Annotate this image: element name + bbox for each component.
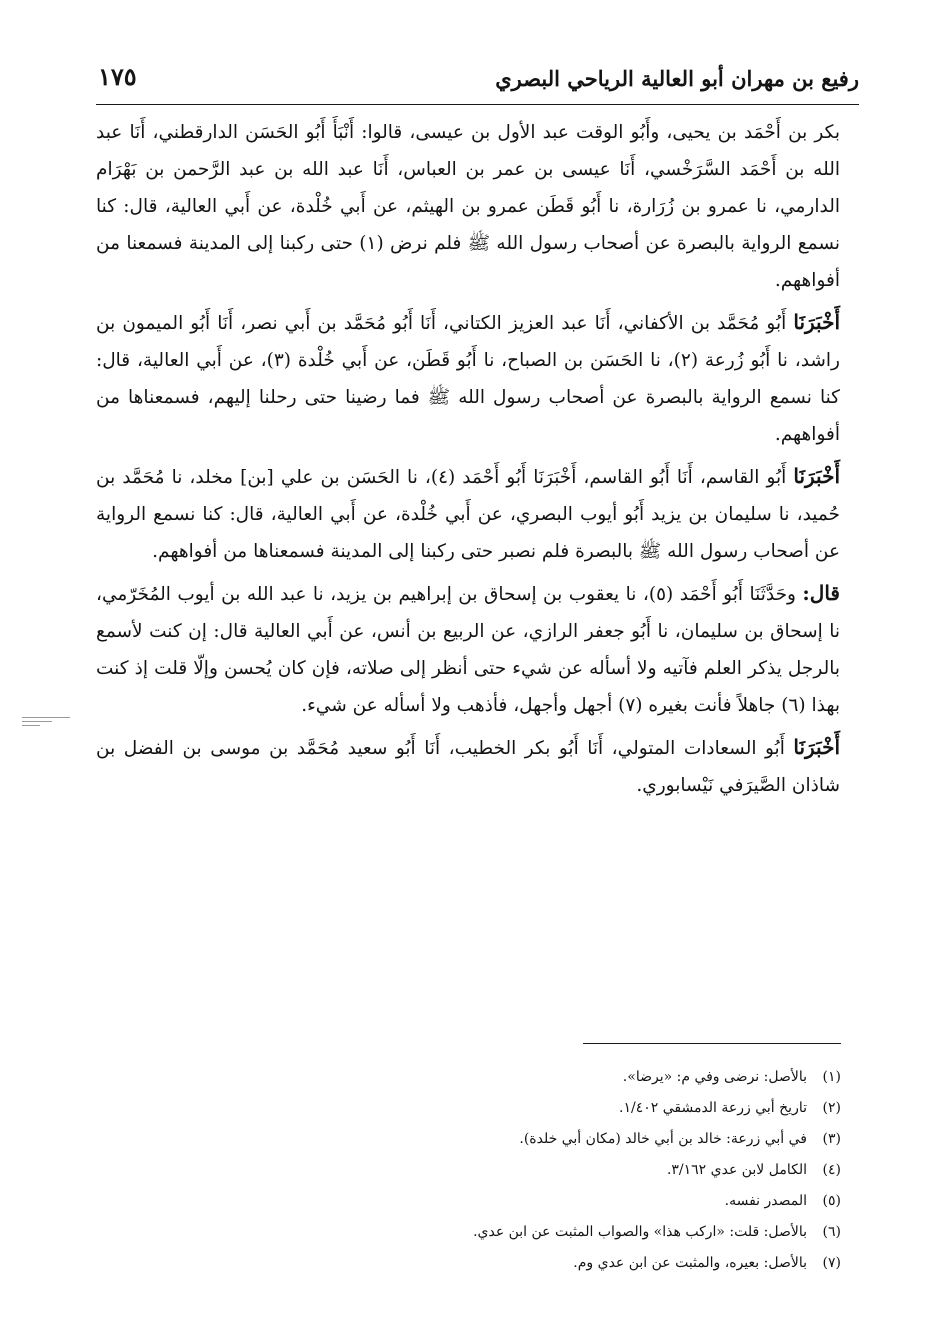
- footnote-number: (٣): [822, 1131, 841, 1147]
- footnote: [141, 1062, 841, 1093]
- footnote-text: بالأصل: بعيره، والمثبت عن ابن عدي وم.: [573, 1255, 807, 1271]
- footnote-number: (١): [822, 1069, 841, 1085]
- page-number: ١٧٥: [98, 62, 137, 91]
- paragraph-lead: قال:: [802, 581, 840, 605]
- footnote-text: تاريخ أبي زرعة الدمشقي ١/٤٠٢.: [619, 1100, 807, 1116]
- footnote-text: بالأصل: نرضى وفي م: «يرضا».: [622, 1069, 807, 1085]
- footnote: [141, 1093, 841, 1124]
- footnote-text: المصدر نفسه.: [724, 1193, 807, 1209]
- footnote: [141, 1217, 841, 1248]
- footnote-text: في أبي زرعة: خالد بن أبي خالد (مكان أبي خلدة).: [519, 1131, 807, 1147]
- footnotes: [141, 1062, 841, 1279]
- paragraph-text: أَبُو القاسم، أَنَا أَبُو القاسم، أَخْبَرَنَا أَبُو أَحْمَد (٤)، نا الحَسَن بن علي [بن] مخلد، نا مُحَمَّد بن حُميد، نا سليمان بن يزيد أَبُو أيوب البصري، عن أَبي خُلْدة، عن أَبي العالية، قال: كنا نسمع الرواية عن أصحاب رسول الله ﷺ بالبصرة فلم نصبر حتى ركبنا إلى المدينة فسمعناها من أفواههم.: [96, 467, 840, 562]
- paragraph-text: وحَدَّثَنَا أَبُو أَحْمَد (٥)، نا يعقوب بن إسحاق بن إبراهيم بن يزيد، نا عبد الله بن أيوب المُخَرّمي، نا إسحاق بن سليمان، نا أَبُو جعفر الرازي، عن الربيع بن أنس، عن أَبي العالية قال: إن كنت لأسمع بالرجل يذكر العلم فآتيه ولا أسأله عن شيء حتى أنظر إلى صلاته، فإن كان يُحسن وإلّا قلت إذ كنت بهذا (٦) جاهلاً فأنت بغيره (٧) أجهل وأجهل، فأذهب ولا أسأله عن شيء.: [96, 584, 840, 716]
- paragraph: [96, 113, 840, 299]
- footnote-number: (٢): [822, 1100, 841, 1116]
- paragraph: [96, 729, 840, 804]
- footnote-number: (٦): [822, 1224, 841, 1240]
- paragraph: [96, 575, 840, 724]
- running-title: رفيع بن مهران أبو العالية الرياحي البصري: [495, 66, 859, 91]
- footnote-text: الكامل لابن عدي ٣/١٦٢.: [666, 1162, 807, 1178]
- footnote: [141, 1124, 841, 1155]
- main-text: [96, 113, 840, 809]
- paragraph-lead: أَخْبَرَنَا: [793, 310, 840, 334]
- footnote-separator: [583, 1043, 841, 1044]
- paragraph-lead: أَخْبَرَنَا: [793, 464, 841, 488]
- paragraph: [96, 458, 840, 570]
- paragraph-text: أَبُو السعادات المتولي، أَنَا أَبُو بكر الخطيب، أَنَا أَبُو سعيد مُحَمَّد بن موسى بن الفضل بن شاذان الصَّيرَفي نَيْسابوري.: [96, 738, 840, 796]
- footnote: [141, 1186, 841, 1217]
- footnote-number: (٧): [822, 1255, 841, 1271]
- paragraph: [96, 304, 840, 453]
- footnote-text: بالأصل: قلت: «اركب هذا» والصواب المثبت عن ابن عدي.: [473, 1224, 807, 1240]
- footnote: [141, 1155, 841, 1186]
- footnote: [141, 1248, 841, 1279]
- margin-mark: [22, 717, 70, 727]
- footnote-number: (٤): [822, 1162, 841, 1178]
- paragraph-lead: أَخْبَرَنَا: [793, 735, 840, 759]
- footnote-number: (٥): [822, 1193, 841, 1209]
- paragraph-text: بكر بن أَحْمَد بن يحيى، وأَبُو الوقت عبد الأول بن عيسى، قالوا: أَنْبَأَ أَبُو الحَسَن الدارقطني، أَنَا عبد الله بن أَحْمَد السَّرَخْسي، أَنَا عيسى بن عمر بن العباس، أَنَا عبد الله بن عبد الرَّحمن بن بَهْرَام الدارمي، نا عمرو بن زُرَارة، نا أَبُو قَطَن عمرو بن الهيثم، عن أَبي خُلْدة، عن أَبي العالية، قال: كنا نسمع الرواية بالبصرة عن أصحاب رسول الله ﷺ فلم نرض (١) حتى ركبنا إلى المدينة فسمعنا من أفواههم.: [96, 122, 840, 291]
- paragraph-text: أَبُو مُحَمَّد بن الأكفاني، أَنَا عبد العزيز الكتاني، أَنَا أَبُو مُحَمَّد بن أَبي نصر، أَنَا أَبُو الميمون بن راشد، نا أَبُو زُرعة (٢)، نا الحَسَن بن الصباح، نا أَبُو قَطَن، عن أَبي خُلْدة (٣)، عن أَبي العالية، قال: كنا نسمع الرواية بالبصرة عن أصحاب رسول الله ﷺ فما رضينا حتى رحلنا إليهم، فسمعناها من أفواههم.: [96, 313, 840, 445]
- page-header: [96, 58, 859, 105]
